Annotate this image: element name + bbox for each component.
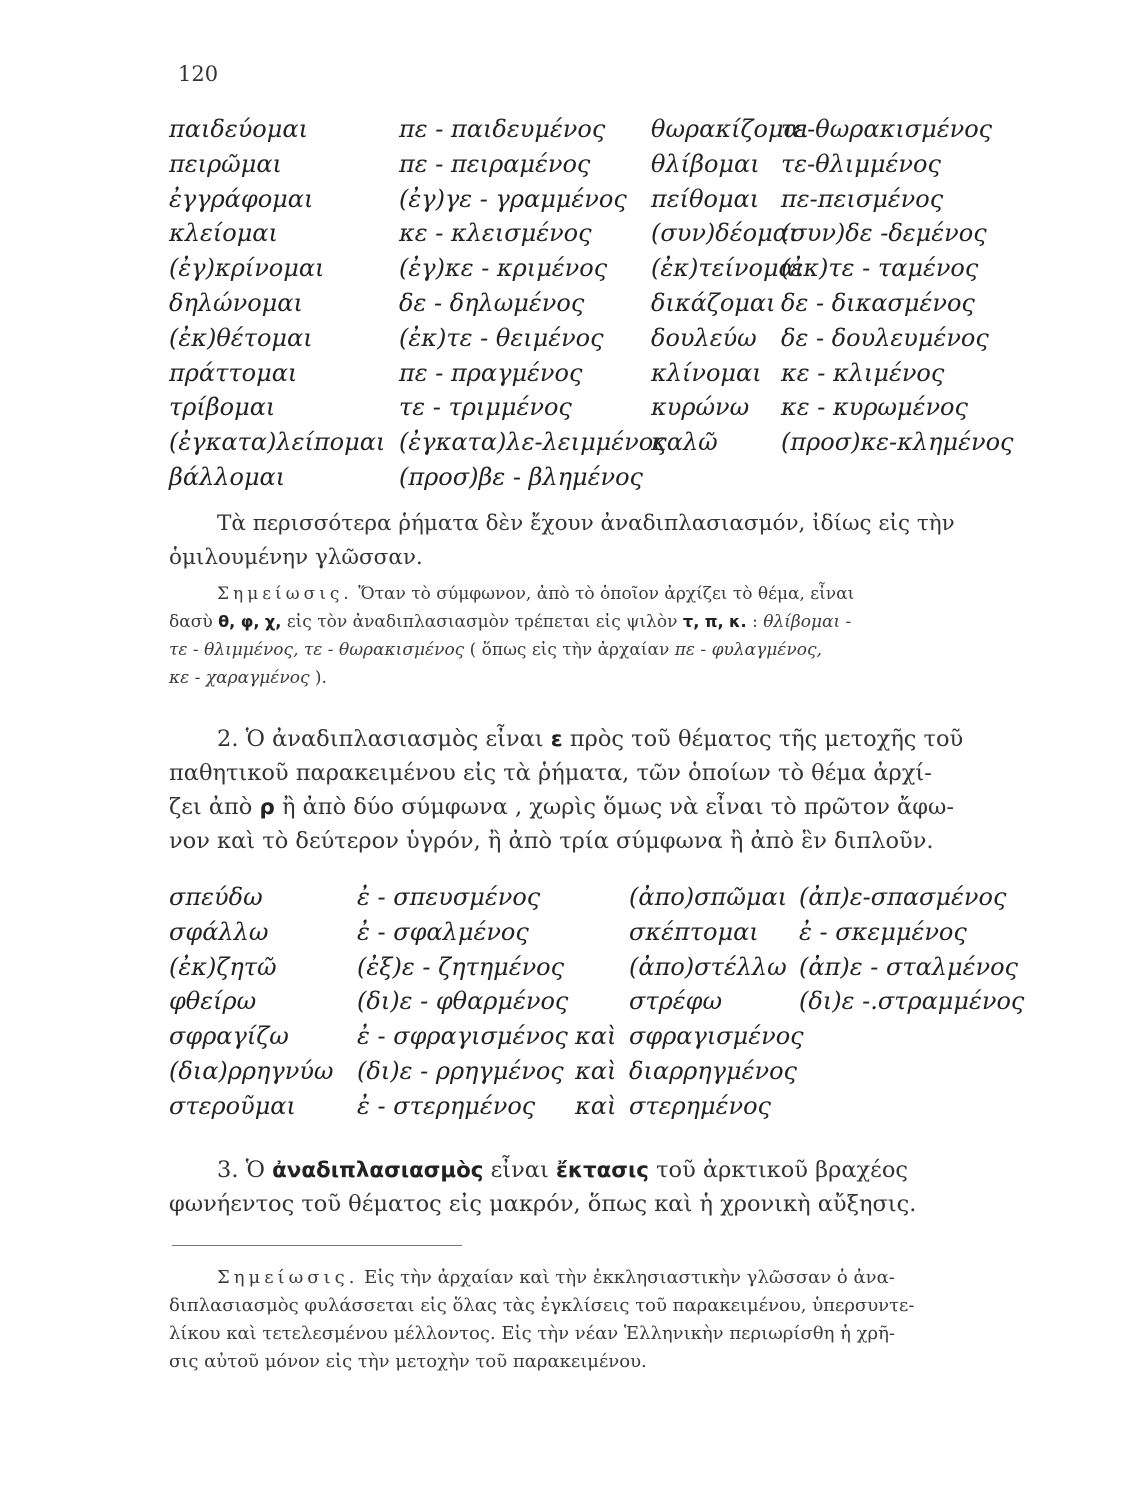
paragraph-3-text: εἶναι [490,1157,549,1183]
table-cell: φθείρω [169,987,257,1016]
table-cell: κλείομαι [169,219,278,248]
note-1-bold-letter: κ. [729,612,747,631]
table-cell: δε - δηλωμένος [399,288,585,317]
paragraph-2-text: ἢ ἀπὸ δύο σύμφωνα , χωρὶς ὅμως νὰ εἶναι τὸ πρῶτον ἄφω- [281,794,954,820]
table-row [169,182,1029,217]
table-cell: (δι)ε - φθαρμένος [357,987,569,1016]
table-cell: (συν)δε -δεμένος [781,219,987,248]
section-number: 2. [217,726,239,752]
note-1-example: τε - θωρακισμένος [303,640,465,660]
page-number: 120 [178,62,219,86]
table-cell: θωρακίζομαι [651,115,810,143]
note-1-bold-letter: φ, [240,612,260,631]
table-cell: (ἐγ)γε - γραμμένος [399,184,627,213]
table-cell: (ἀπ)ε - σταλμένος [799,952,1018,981]
table-cell: τε-θλιμμένος [781,149,941,178]
table-cell: (προσ)βε - βλημένος [399,462,643,491]
table-cell: (ἀπο)σπῶμαι [629,883,788,911]
note-1-text: ). [314,668,327,688]
table-cell: παιδεύομαι [169,115,308,143]
table-cell: (ἐκ)ζητῶ [169,952,277,981]
table-row [169,321,1029,356]
table-cell: (ἐκ)τε - θειμένος [399,323,604,352]
table-cell: πε-πεισμένος [781,184,944,213]
table-cell: διαρρηγμένος [629,1056,797,1085]
paragraph-3-text: τοῦ ἀρκτικοῦ βραχέος [656,1157,908,1183]
note-1 [169,580,1029,692]
note-1-text: ( ὅπως εἰς τὴν ἀρχαίαν [469,640,670,660]
table-cell: ἐ - στερημένος [357,1091,536,1120]
table-row [169,1089,1029,1124]
table-cell: (ἀπ)ε-σπασμένος [799,883,1007,911]
paragraph-3-line-2: φωνήεντος τοῦ θέματος εἰς μακρόν, ὅπως καὶ ἡ χρονικὴ αὔξησις. [169,1191,917,1217]
paragraph-2-line-3 [169,790,1029,824]
table-cell: (ἐγ)κρίνομαι [169,254,325,283]
note-1-example: θλίβομαι - [763,612,852,632]
note-1-label: Σημείωσις. [217,584,353,604]
table-cell: σπεύδω [169,883,263,911]
table-cell: (ἐγκατα)λε-λειμμένος [399,428,667,457]
paragraph-1 [169,507,1029,575]
table-row [169,915,1029,950]
table-cell: ἐγγράφομαι [169,184,314,213]
table-cell: καὶ [575,1056,617,1085]
note-1-bold-letter: χ, [264,612,282,631]
paragraph-2-text: πρὸς τοῦ θέματος τῆς μετοχῆς τοῦ [569,726,964,752]
table-cell: πε - πειραμένος [399,149,591,178]
table-cell: (ἐξ)ε - ζητημένος [357,952,565,981]
paragraph-3-bold-term: ἀναδιπλασιασμὸς [272,1158,484,1183]
footnote-line-4: σις αὐτοῦ μόνον εἰς τὴν μετοχὴν τοῦ παρακειμένου. [169,1351,647,1372]
table-cell: δουλεύω [651,323,757,352]
table-cell: κυρώνω [651,393,750,422]
table-cell: (δια)ρρηγνύω [169,1056,334,1085]
table-cell: δε - δουλευμένος [781,323,989,352]
note-1-line-1 [169,580,1029,608]
table-cell: στρέφω [629,987,723,1016]
paragraph-3-line-1 [169,1153,1029,1187]
table-cell: ἐ - σφραγισμένος [357,1022,568,1051]
table-cell: ἐ - σπευσμένος [357,883,541,911]
table-row [169,390,1029,425]
footnote-divider [172,1245,462,1246]
table-cell: κε - κλιμένος [781,358,945,387]
table-cell: (δι)ε -.στραμμένος [799,987,1025,1016]
note-1-example: τε - θλιμμένος, [169,640,299,660]
paragraph-3-bold-term: ἔκτασις [555,1158,649,1183]
table-row [169,1019,1029,1054]
table-row [169,112,1029,147]
paragraph-3 [169,1153,1029,1221]
footnote-text: Εἰς τὴν ἀρχαίαν καὶ τὴν ἐκκλησιαστικὴν γλῶσσαν ὁ ἀνα- [364,1267,895,1288]
table-cell: (ἐκ)τείνομαι [651,254,805,283]
paragraph-1-line-2: ὁμιλουμένην γλῶσσαν. [169,545,423,570]
footnote-label: Σημείωσις. [217,1267,359,1288]
table-cell: πε - πραγμένος [399,358,583,387]
table-cell: καὶ [575,1091,617,1120]
table-row [169,950,1029,985]
paragraph-2-line-1 [169,722,1029,756]
table-row [169,251,1029,286]
table-cell: (δι)ε - ρρηγμένος [357,1056,564,1085]
paragraph-2-line-2: παθητικοῦ παρακειμένου εἰς τὰ ῥήματα, τῶν ὁποίων τὸ θέμα ἀρχί- [169,760,932,786]
paragraph-2-bold-letter: ρ [259,795,275,820]
note-1-line-3 [169,636,1029,664]
note-1-text: Ὅταν τὸ σύμφωνον, ἀπὸ τὸ ὁποῖον ἀρχίζει τὸ θέμα, εἶναι [358,584,855,604]
table-cell: (προσ)κε-κλημένος [781,428,1014,457]
note-1-text: εἰς τὸν ἀναδιπλασιασμὸν τρέπεται εἰς ψιλὸν [286,612,678,632]
table-row [169,216,1029,251]
paragraph-2-text: ζει ἀπὸ [169,794,253,820]
table-cell: σφάλλω [169,917,269,946]
note-1-text: δασὺ [169,612,213,632]
table-cell: τε - τριμμένος [399,393,572,422]
table-cell: κλίνομαι [651,358,762,387]
table-row [169,1054,1029,1089]
table-cell: ἐ - σφαλμένος [357,917,529,946]
paragraph-3-text: Ὁ [245,1157,265,1183]
footnote-line-2: διπλασιασμὸς φυλάσσεται εἰς ὅλας τὰς ἐγκλίσεις τοῦ παρακειμένου, ὑπερσυντε- [169,1295,915,1316]
table-row [169,880,1029,915]
table-cell: κε - κυρωμένος [781,393,968,422]
table-cell: (ἀπο)στέλλω [629,952,787,981]
note-1-text: : [752,612,758,632]
table-cell: ἐ - σκεμμένος [799,917,967,946]
table-row [169,356,1029,391]
section-number: 3. [217,1157,239,1183]
note-1-example: πε - φυλαγμένος, [674,640,822,660]
table-cell: καλῶ [651,428,718,457]
table-row [169,460,1029,495]
footnote-line-1 [169,1264,1029,1292]
table-row [169,425,1029,460]
table-cell: (ἐγκατα)λείπομαι [169,428,386,457]
table-cell: τε-θωρακισμένος [781,115,993,143]
table-cell: καὶ [575,1022,617,1051]
table-cell: σφραγίζω [169,1022,289,1051]
table-cell: (ἐγ)κε - κριμένος [399,254,608,283]
table-cell: δικάζομαι [651,288,776,317]
table-row [169,286,1029,321]
paragraph-2-text: Ὁ ἀναδιπλασιασμὸς εἶναι [245,726,544,752]
table-cell: δηλώνομαι [169,288,303,317]
table-cell: στερημένος [629,1091,771,1120]
paragraph-2-line-4: νον καὶ τὸ δεύτερον ὑγρόν, ἢ ἀπὸ τρία σύμφωνα ἢ ἀπὸ ἓν διπλοῦν. [169,828,934,854]
paragraph-2-bold-letter: ε [550,727,563,752]
note-1-bold-letter: π, [704,612,724,631]
paragraph-2 [169,722,1029,858]
footnote [169,1264,1029,1376]
table-row [169,147,1029,182]
note-1-line-4 [169,664,1029,692]
table-cell: σκέπτομαι [629,917,759,946]
table-cell: πράττομαι [169,358,298,387]
table-cell: δε - δικασμένος [781,288,975,317]
table-row [169,984,1029,1019]
table-cell: στεροῦμαι [169,1091,296,1120]
paragraph-1-line-1: Τὰ περισσότερα ῥήματα δὲν ἔχουν ἀναδιπλασιασμόν, ἰδίως εἰς τὴν [217,511,955,536]
verb-table-2 [169,880,1029,1124]
table-cell: σφραγισμένος [629,1022,804,1051]
table-cell: (συν)δέομαι [651,219,799,248]
table-cell: βάλλομαι [169,462,286,491]
footnote-line-3: λίκου καὶ τετελεσμένου μέλλοντος. Εἰς τὴν νέαν Ἑλληνικὴν περιωρίσθη ἡ χρῆ- [169,1323,895,1344]
table-cell: πε - παιδευμένος [399,115,606,143]
table-cell: (ἐκ)τε - ταμένος [781,254,979,283]
note-1-example: κε - χαραγμένος [169,668,310,688]
table-cell: πειρῶμαι [169,149,282,178]
note-1-line-2 [169,608,1029,636]
note-1-bold-letter: θ, [218,612,236,631]
note-1-bold-letter: τ, [682,612,700,631]
table-cell: πείθομαι [651,184,760,213]
table-cell: θλίβομαι [651,149,760,178]
table-cell: τρίβομαι [169,393,276,422]
table-cell: (ἐκ)θέτομαι [169,323,313,352]
table-cell: κε - κλεισμένος [399,219,592,248]
verb-table-1 [169,112,1029,495]
